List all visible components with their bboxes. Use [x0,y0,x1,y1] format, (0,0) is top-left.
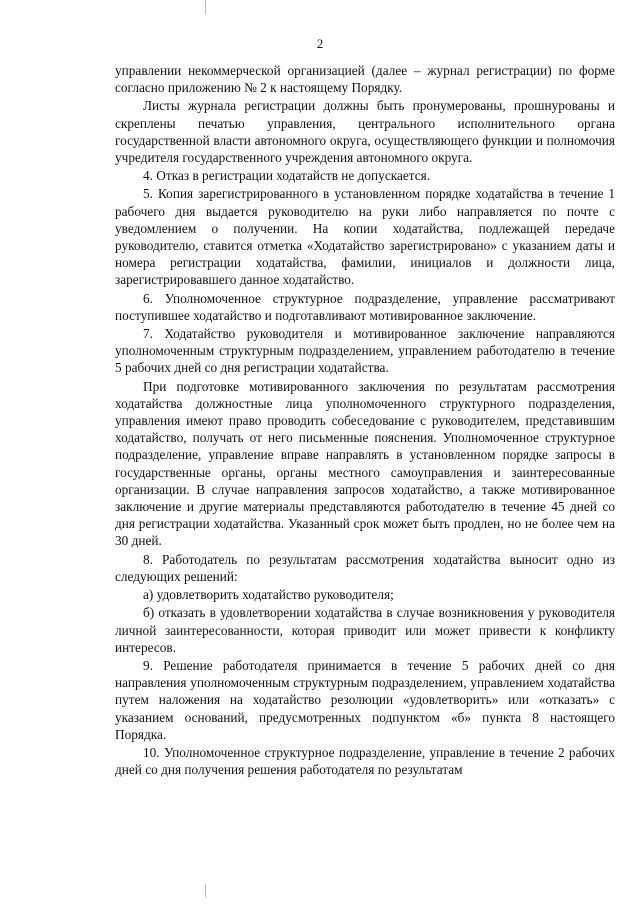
paragraph-item-4: 4. Отказ в регистрации ходатайств не допускается. [143,168,431,184]
scan-mark-bottom [205,884,206,898]
paragraph-item-6: 6. Уполномоченное структурное подразделение, управление рассматривают поступившее ходатайство и подготавливают мотивированное заключение. [115,290,615,323]
paragraph-item-8a: а) удовлетворить ходатайство руководителя; [143,587,394,603]
paragraph-item-9: 9. Решение работодателя принимается в течение 5 рабочих дней со дня направления уполномоченным структурным подразделением, управлением ходатайства путем наложения на ходатайство резолюции «удовлетворить» или «отказать» с указанием оснований, предусмотренных подпунктом «б» пункта 8 настоящего Порядка. [115,657,615,742]
page-number: 2 [316,36,324,51]
paragraph-journal-sheets: Листы журнала регистрации должны быть пронумерованы, прошнурованы и скреплены печатью управления, центрального исполнительного органа государственной власти автономного округа, осуществляющего функции и полномочия учредителя государственного учреждения автономного округа. [115,98,615,166]
paragraph-item-5: 5. Копия зарегистрированного в установленном порядке ходатайства в течение 1 рабочего дня выдается руководителю на руки либо направляется по почте с уведомлением о получении. На копии ходатайства, подлежащей передаче руководителю, ставится отметка «Ходатайство зарегистрировано» с указанием даты и номера регистрации ходатайства, фамилии, инициалов и должности лица, зарегистрировавшего данное ходатайство. [115,186,615,288]
paragraph-registration-journal-tail: управлении некоммерческой организацией (далее – журнал регистрации) по форме согласно приложению № 2 к настоящему Порядку. [115,63,615,96]
paragraph-item-10: 10. Уполномоченное структурное подразделение, управление в течение 2 рабочих дней со дня получения решения работодателя по результатам [115,744,615,778]
paragraph-item-8b: б) отказать в удовлетворении ходатайства в случае возникновения у руководителя личной заинтересованности, которая приводит или может привести к конфликту интересов. [115,605,615,655]
scan-mark-top [205,0,206,14]
paragraph-item-7: 7. Ходатайство руководителя и мотивированное заключение направляются уполномоченным структурным подразделением, управлением работодателю в течение 5 рабочих дней со дня регистрации ходатайства. [115,326,615,376]
paragraph-conclusion-preparation: При подготовке мотивированного заключения по результатам рассмотрения ходатайства должностные лица уполномоченного структурного подразделения, управления имеют право проводить собеседование с руководителем, представившим ходатайство, получать от него письменные пояснения. Уполномоченное структурное подразделение, управление вправе направлять в установленном порядке запросы в государственные органы, органы местного самоуправления и заинтересованные организации. В случае направления запросов ходатайство, а также мотивированное заключение и другие материалы представляются работодателю в течение 45 дней со дня регистрации ходатайства. Указанный срок может быть продлен, но не более чем на 30 дней. [115,378,615,549]
paragraph-item-8: 8. Работодатель по результатам рассмотрения ходатайства выносит одно из следующих решений: [115,551,615,584]
document-body [115,62,615,779]
